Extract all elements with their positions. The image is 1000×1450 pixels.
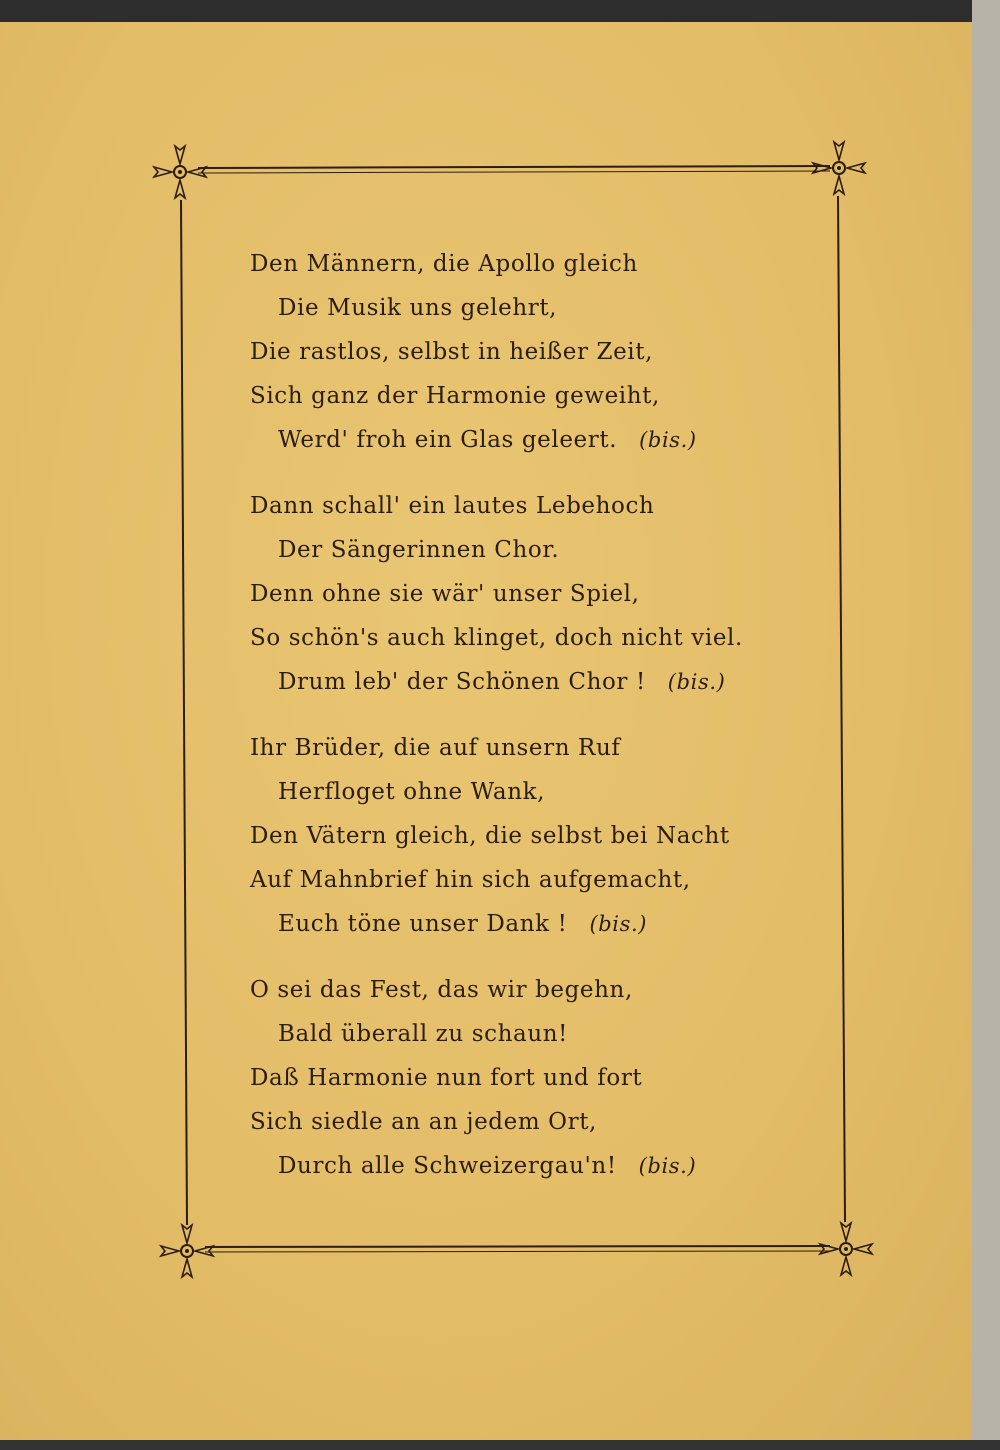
verse-line xyxy=(250,1100,770,1144)
stanza xyxy=(250,242,770,462)
floral-cross-ornament-icon xyxy=(161,1225,213,1277)
verse-text: Daß Harmonie nun fort und fort xyxy=(250,1065,643,1091)
verse-line xyxy=(250,968,770,1012)
verse-line xyxy=(250,770,770,814)
floral-cross-ornament-icon xyxy=(154,146,206,198)
verse-line xyxy=(250,374,770,418)
stanza xyxy=(250,968,770,1188)
repeat-marker: (bis.) xyxy=(638,1154,697,1178)
verse-text: Bald überall zu schaun! xyxy=(278,1021,569,1047)
verse-text: Dann schall' ein lautes Lebehoch xyxy=(250,493,655,519)
verse-line xyxy=(250,418,770,462)
verse-text: Herfloget ohne Wank, xyxy=(278,779,546,805)
repeat-marker: (bis.) xyxy=(639,428,697,452)
verse-line xyxy=(250,902,770,946)
verse-text: Die Musik uns gelehrt, xyxy=(278,295,558,321)
verse-text: Sich siedle an an jedem Ort, xyxy=(250,1109,597,1135)
verse-text: Die rastlos, selbst in heißer Zeit, xyxy=(250,339,653,365)
verse-text: Drum leb' der Schönen Chor ! xyxy=(278,669,646,695)
floral-cross-ornament-icon xyxy=(813,142,865,194)
verse-text: Den Vätern gleich, die selbst bei Nacht xyxy=(250,823,730,849)
verse-line xyxy=(250,1012,770,1056)
verse-line xyxy=(250,660,770,704)
verse-line xyxy=(250,616,770,660)
verse-line xyxy=(250,484,770,528)
verse-line xyxy=(250,814,770,858)
verse-line xyxy=(250,858,770,902)
verse-text: Werd' froh ein Glas geleert. xyxy=(278,427,618,453)
verse-text: Auf Mahnbrief hin sich aufgemacht, xyxy=(250,867,691,893)
verse-text: Durch alle Schweizergau'n! xyxy=(278,1153,617,1179)
verse-text: Sich ganz der Harmonie geweiht, xyxy=(250,383,660,409)
verse-line xyxy=(250,242,770,286)
stanza xyxy=(250,484,770,704)
poem xyxy=(250,242,770,1210)
verse-text: Den Männern, die Apollo gleich xyxy=(250,251,638,277)
verse-line xyxy=(250,1056,770,1100)
verse-line xyxy=(250,528,770,572)
repeat-marker: (bis.) xyxy=(589,912,648,936)
stanza xyxy=(250,726,770,946)
verse-text: Denn ohne sie wär' unser Spiel, xyxy=(250,581,640,607)
verse-text: Ihr Brüder, die auf unsern Ruf xyxy=(250,735,621,761)
verse-text: Euch töne unser Dank ! xyxy=(278,911,568,937)
verse-line xyxy=(250,330,770,374)
verse-text: O sei das Fest, das wir begehn, xyxy=(250,977,633,1003)
floral-cross-ornament-icon xyxy=(820,1223,872,1275)
verse-line xyxy=(250,286,770,330)
verse-line xyxy=(250,726,770,770)
verse-line xyxy=(250,572,770,616)
verse-text: Der Sängerinnen Chor. xyxy=(278,537,560,563)
verse-text: So schön's auch klinget, doch nicht viel. xyxy=(250,625,743,651)
verse-line xyxy=(250,1144,770,1188)
repeat-marker: (bis.) xyxy=(667,670,726,694)
